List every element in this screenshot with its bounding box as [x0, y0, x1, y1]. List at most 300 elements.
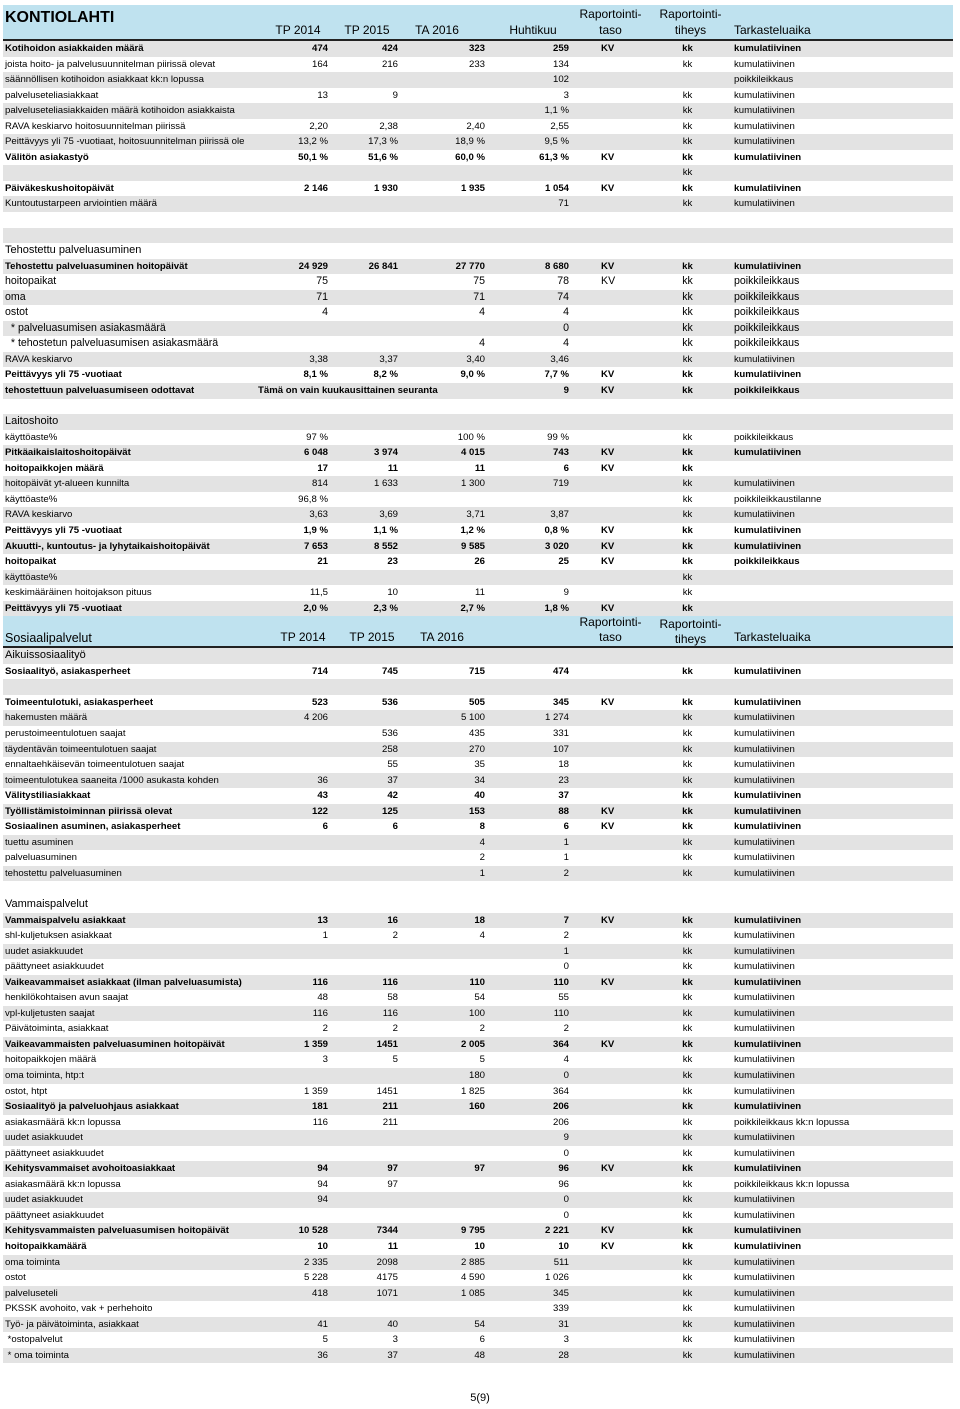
table-row — [3, 866, 953, 882]
row-label: käyttöaste% — [5, 431, 58, 443]
value-tp2015: 116 — [382, 976, 398, 988]
value-current: 9 — [563, 1132, 569, 1144]
column-header-y4: Huhtikuu — [509, 23, 557, 37]
table-row — [3, 1317, 953, 1333]
reporting-frequency: kk — [682, 852, 693, 864]
table-row — [3, 1084, 953, 1100]
review-period: kumulatiivinen — [734, 712, 795, 724]
value-tp2015: 6 — [392, 821, 398, 833]
value-tp2014: 11,5 — [310, 587, 328, 599]
table-row — [3, 1239, 953, 1255]
value-current: 37 — [558, 790, 569, 802]
reporting-frequency: kk — [682, 1132, 693, 1144]
reporting-level: KV — [601, 914, 615, 926]
value-tp2015: 3 974 — [373, 447, 398, 459]
review-period: kumulatiivinen — [734, 696, 802, 708]
reporting-frequency: kk — [682, 961, 693, 973]
value-ta2016: 54 — [474, 992, 485, 1004]
reporting-frequency: kk — [682, 1194, 693, 1206]
row-label: joista hoito- ja palvelusuunnitelman piirissä olevat — [5, 58, 216, 70]
value-tp2015: 216 — [381, 58, 398, 70]
value-current: 9,5 % — [544, 136, 569, 148]
value-tp2015: 8,2 % — [373, 369, 398, 381]
value-ta2016: 34 — [474, 774, 485, 786]
value-tp2014: 122 — [311, 805, 328, 817]
value-tp2014: 8,1 % — [303, 369, 328, 381]
value-ta2016: 2 — [479, 1023, 485, 1035]
review-period: kumulatiivinen — [734, 540, 802, 552]
reporting-level: KV — [601, 43, 615, 54]
value-tp2015: 3,37 — [379, 353, 398, 365]
reporting-frequency: kk — [682, 105, 693, 117]
value-tp2015: 51,6 % — [368, 151, 398, 163]
table-row — [3, 1146, 953, 1162]
row-label: Tehostettu palveluasuminen hoitopäivät — [5, 260, 188, 272]
value-ta2016: 18,9 % — [455, 136, 485, 148]
review-period: poikkileikkaus — [734, 306, 800, 319]
row-label: PKSSK avohoito, vak + perhehoito — [5, 1303, 153, 1315]
reporting-level: KV — [601, 602, 615, 614]
row-label: * oma toiminta — [5, 1349, 69, 1361]
table-row — [3, 1223, 953, 1239]
review-period: kumulatiivinen — [734, 369, 802, 381]
reporting-frequency: kk — [682, 1007, 693, 1019]
table-row — [3, 72, 953, 88]
value-tp2014: 43 — [317, 790, 328, 802]
reporting-frequency: kk — [682, 151, 693, 163]
row-label: perustoimeentulotuen saajat — [5, 727, 126, 739]
value-current: 0,8 % — [544, 524, 569, 536]
value-tp2014: 814 — [311, 478, 328, 490]
table-row — [3, 367, 953, 383]
reporting-level: KV — [601, 182, 615, 194]
value-tp2014: 36 — [317, 1349, 328, 1361]
column-header-period: Tarkasteluaika — [734, 630, 811, 645]
table-row — [3, 445, 953, 461]
value-tp2015: 1,1 % — [373, 524, 398, 536]
reporting-frequency: kk — [682, 774, 693, 786]
table-row — [3, 585, 953, 601]
review-period: poikkileikkaustilanne — [734, 493, 822, 505]
table-row — [3, 228, 953, 244]
column-header-y2: TP 2015 — [349, 630, 395, 645]
row-label: ostot, htpt — [5, 1085, 48, 1097]
review-period: kumulatiivinen — [734, 821, 802, 833]
row-label: hoitopaikkojen määrä — [5, 462, 104, 474]
value-tp2015: 17,3 % — [368, 136, 398, 148]
table-row — [3, 430, 953, 446]
value-current: 4 — [563, 1054, 569, 1066]
value-current: 6 — [563, 462, 569, 474]
review-period: kumulatiivinen — [734, 930, 795, 942]
value-tp2015: 97 — [387, 1178, 398, 1190]
value-ta2016: 4 — [479, 836, 485, 848]
value-tp2014: 3,38 — [309, 353, 328, 365]
value-current: 7,7 % — [544, 369, 569, 381]
table-row — [3, 835, 953, 851]
value-ta2016: 2 885 — [460, 1256, 485, 1268]
reporting-frequency: kk — [682, 759, 693, 771]
value-tp2014: 3,63 — [309, 509, 328, 521]
value-tp2014: 2,20 — [309, 120, 328, 132]
reporting-frequency: kk — [682, 1349, 693, 1361]
row-label: täydentävän toimeentulotuen saajat — [5, 743, 157, 755]
value-current: 1 — [563, 945, 569, 957]
value-current: 2 221 — [544, 1225, 569, 1237]
column-header-y2: TP 2015 — [344, 23, 390, 37]
value-tp2015: 5 — [392, 1054, 398, 1066]
row-label: ostot — [5, 306, 28, 319]
table-row — [3, 1006, 953, 1022]
review-period: kumulatiivinen — [734, 1194, 795, 1206]
value-tp2015: 2098 — [376, 1256, 398, 1268]
review-period: kumulatiivinen — [734, 914, 802, 926]
value-tp2015: 1 633 — [373, 478, 398, 490]
value-ta2016: 35 — [474, 759, 485, 771]
value-tp2015: 10 — [387, 587, 398, 599]
table-row — [3, 103, 953, 119]
row-label: Toimeentulotuki, asiakasperheet — [5, 696, 154, 708]
review-period: poikkileikkaus — [734, 290, 800, 303]
review-period: kumulatiivinen — [734, 1318, 795, 1330]
value-tp2015: 97 — [387, 1163, 398, 1175]
value-tp2015: 1451 — [376, 1085, 398, 1097]
review-period: kumulatiivinen — [734, 151, 802, 163]
reporting-level: KV — [601, 524, 615, 536]
row-label: säännöllisen kotihoidon asiakkaat kk:n lopussa — [5, 74, 204, 86]
table-row — [3, 710, 953, 726]
reporting-frequency: kk — [682, 1070, 693, 1081]
value-current: 25 — [558, 556, 569, 568]
table-header — [3, 616, 953, 648]
reporting-frequency: kk — [682, 58, 693, 70]
value-ta2016: 100 — [468, 1007, 485, 1019]
value-ta2016: 4 — [479, 306, 485, 319]
row-label: hakemusten määrä — [5, 712, 88, 724]
value-tp2014: 13 — [317, 89, 328, 101]
table-row — [3, 1286, 953, 1302]
value-current: 71 — [558, 198, 569, 210]
value-current: 18 — [558, 759, 569, 771]
review-period: kumulatiivinen — [734, 524, 802, 536]
value-tp2014: 17 — [317, 462, 328, 474]
value-tp2015: 745 — [381, 665, 398, 677]
reporting-level: KV — [601, 1163, 615, 1175]
table-row — [3, 1348, 953, 1364]
reporting-level: KV — [601, 385, 615, 397]
value-current: 2 — [563, 930, 569, 942]
table-row — [3, 570, 953, 586]
value-tp2015: 55 — [387, 759, 398, 771]
value-tp2015: 1 930 — [373, 182, 398, 194]
reporting-level: KV — [601, 369, 615, 381]
table-header — [3, 5, 953, 41]
value-current: 1,1 % — [544, 105, 569, 117]
row-label: ostot — [5, 1272, 26, 1284]
row-label: Kehitysvammaisten palveluasumisen hoitopäivät — [5, 1225, 229, 1237]
table-row — [3, 850, 953, 866]
value-ta2016: 233 — [468, 58, 485, 70]
review-period: kumulatiivinen — [734, 353, 795, 365]
elderly-care-block — [3, 5, 953, 616]
row-label: Laitoshoito — [5, 415, 59, 428]
value-tp2014: 3 — [322, 1054, 328, 1066]
value-ta2016: 435 — [468, 727, 485, 739]
row-label: uudet asiakkuudet — [5, 945, 83, 957]
table-row — [3, 290, 953, 306]
review-period: kumulatiivinen — [734, 198, 795, 210]
review-period: kumulatiivinen — [734, 1256, 795, 1268]
table-row — [3, 773, 953, 789]
table-row — [3, 305, 953, 321]
review-period: kumulatiivinen — [734, 805, 802, 817]
value-ta2016: 75 — [473, 275, 485, 288]
reporting-frequency: kk — [682, 182, 693, 194]
reporting-frequency: kk — [682, 1023, 693, 1035]
value-current: 1,8 % — [544, 602, 569, 614]
review-period: kumulatiivinen — [734, 136, 795, 148]
table-row — [3, 804, 953, 820]
value-tp2014: 6 — [322, 821, 328, 833]
reporting-level: KV — [601, 556, 615, 568]
value-ta2016: 110 — [469, 976, 485, 988]
value-tp2014: 10 — [317, 1241, 328, 1253]
value-current: 345 — [552, 696, 569, 708]
reporting-frequency: kk — [682, 914, 693, 926]
table-row — [3, 383, 953, 399]
column-header-y1: TP 2014 — [275, 23, 321, 37]
table-row — [3, 352, 953, 368]
review-period: poikkileikkaus — [734, 385, 800, 397]
review-period: poikkileikkaus — [734, 337, 800, 350]
value-ta2016: 5 — [479, 1054, 485, 1066]
value-ta2016: 2,7 % — [460, 602, 485, 614]
value-ta2016: 27 770 — [455, 260, 485, 272]
row-label: Sosiaalinen asuminen, asiakasperheet — [5, 821, 181, 833]
review-period: kumulatiivinen — [734, 1163, 802, 1175]
row-label: tehostettuun palveluasumiseen odottavat — [5, 385, 195, 397]
table-row — [3, 990, 953, 1006]
table-row — [3, 476, 953, 492]
value-current: 6 — [563, 821, 569, 833]
value-current: 0 — [563, 1070, 569, 1081]
reporting-frequency: kk — [682, 1147, 693, 1159]
review-period: kumulatiivinen — [734, 1023, 795, 1035]
row-label: Peittävyys yli 75 -vuotiaat — [5, 369, 122, 381]
reporting-frequency: kk — [682, 1163, 693, 1175]
row-label: henkilökohtaisen avun saajat — [5, 992, 129, 1004]
reporting-frequency: kk — [682, 1101, 693, 1113]
value-tp2014: 97 % — [306, 431, 328, 443]
value-current: 331 — [552, 727, 569, 739]
review-period: kumulatiivinen — [734, 665, 802, 677]
table-row — [3, 196, 953, 212]
value-tp2015: 16 — [387, 914, 398, 926]
row-label: toimeentulotukea saaneita /1000 asukasta kohden — [5, 774, 219, 786]
column-header-level-2: taso — [599, 630, 622, 645]
value-ta2016: 505 — [468, 696, 485, 708]
value-current: 1 054 — [544, 182, 569, 194]
row-label: Vammaispalvelu asiakkaat — [5, 914, 126, 926]
value-tp2014: 4 — [322, 306, 328, 319]
row-label: * tehostetun palveluasumisen asiakasmäärä — [5, 337, 219, 350]
value-current: 1 — [563, 836, 569, 848]
value-tp2014: 7 653 — [303, 540, 328, 552]
review-period: kumulatiivinen — [734, 852, 795, 864]
table-row — [3, 1052, 953, 1068]
column-header-level: Raportointi- — [579, 615, 642, 630]
reporting-frequency: kk — [682, 120, 693, 132]
value-tp2014: 13,2 % — [298, 136, 328, 148]
value-current: 2 — [563, 867, 569, 879]
value-current: 74 — [557, 290, 569, 303]
table-row — [3, 461, 953, 477]
table-row — [3, 150, 953, 166]
reporting-level: KV — [601, 1225, 615, 1237]
row-label: Sosiaalityö, asiakasperheet — [5, 665, 131, 677]
table-row — [3, 679, 953, 695]
reporting-level: KV — [601, 151, 615, 163]
review-period: kumulatiivinen — [734, 120, 795, 132]
value-tp2015: 58 — [387, 992, 398, 1004]
row-note: Tämä on vain kuukausittainen seuranta — [258, 385, 438, 397]
row-label: hoitopäivät yt-alueen kunnilta — [5, 478, 130, 490]
table-row — [3, 881, 953, 897]
review-period: kumulatiivinen — [734, 478, 795, 490]
value-tp2014: 116 — [312, 1007, 328, 1019]
reporting-frequency: kk — [682, 167, 693, 179]
reporting-frequency: kk — [682, 524, 693, 536]
table-row — [3, 134, 953, 150]
value-tp2015: 424 — [381, 43, 398, 54]
row-label: Akuutti-, kuntoutus- ja lyhytaikaishoitopäivät — [5, 540, 210, 552]
review-period: kumulatiivinen — [734, 1349, 795, 1361]
reporting-frequency: kk — [682, 275, 693, 288]
table-row — [3, 913, 953, 929]
reporting-frequency: kk — [682, 867, 693, 879]
review-period: kumulatiivinen — [734, 1085, 795, 1097]
review-period: kumulatiivinen — [734, 260, 802, 272]
value-current: 3 020 — [544, 540, 569, 552]
row-label: *ostopalvelut — [5, 1334, 63, 1346]
row-label: shl-kuljetuksen asiakkaat — [5, 930, 112, 942]
reporting-level: KV — [601, 275, 616, 288]
value-tp2014: 714 — [311, 665, 328, 677]
row-label: Vaikeavammaisten palveluasuminen hoitopäivät — [5, 1038, 225, 1050]
row-label: Peittävyys yli 75 -vuotiaat — [5, 602, 122, 614]
row-label: palveluseteliasiakkaat — [5, 89, 99, 101]
table-row — [3, 944, 953, 960]
review-period: kumulatiivinen — [734, 1303, 795, 1315]
value-current: 110 — [553, 1007, 569, 1019]
table-row — [3, 274, 953, 290]
table-row — [3, 41, 953, 57]
value-ta2016: 18 — [474, 914, 485, 926]
reporting-frequency: kk — [682, 743, 693, 755]
value-current: 28 — [558, 1349, 569, 1361]
review-period: kumulatiivinen — [734, 509, 795, 521]
reporting-level: KV — [601, 260, 615, 272]
value-current: 511 — [553, 1256, 569, 1268]
value-tp2015: 11 — [387, 1241, 398, 1253]
value-tp2014: 116 — [312, 976, 328, 988]
reporting-frequency: kk — [682, 712, 693, 724]
value-current: 134 — [552, 58, 569, 70]
value-tp2015: 37 — [387, 1349, 398, 1361]
value-tp2014: 1,9 % — [303, 524, 328, 536]
value-tp2015: 258 — [381, 743, 398, 755]
reporting-frequency: kk — [682, 353, 693, 365]
table-row — [3, 788, 953, 804]
reporting-frequency: kk — [682, 587, 693, 599]
reporting-frequency: kk — [682, 43, 693, 54]
reporting-frequency: kk — [682, 992, 693, 1004]
value-tp2015: 211 — [382, 1116, 398, 1128]
value-current: 107 — [552, 743, 569, 755]
reporting-frequency: kk — [682, 945, 693, 957]
table-row — [3, 664, 953, 680]
review-period: poikkileikkaus — [734, 556, 800, 568]
column-header-level: Raportointi- — [579, 7, 642, 21]
value-current: 259 — [552, 43, 569, 54]
value-ta2016: 4 015 — [460, 447, 485, 459]
value-tp2014: 36 — [317, 774, 328, 786]
section-title: KONTIOLAHTI — [5, 9, 115, 26]
review-period: kumulatiivinen — [734, 58, 795, 70]
review-period: kumulatiivinen — [734, 1225, 802, 1237]
review-period: kumulatiivinen — [734, 727, 795, 739]
row-label: hoitopaikat — [5, 556, 57, 568]
reporting-frequency: kk — [682, 462, 693, 474]
reporting-level: KV — [601, 805, 615, 817]
row-label: Kuntoutustarpeen arviointien määrä — [5, 198, 157, 210]
row-label: Työllistämistoiminnan piirissä olevat — [5, 805, 173, 817]
review-period: kumulatiivinen — [734, 759, 795, 771]
value-current: 2 — [563, 1023, 569, 1035]
value-tp2015: 125 — [381, 805, 398, 817]
value-ta2016: 1 300 — [460, 478, 485, 490]
value-tp2015: 2,38 — [379, 120, 398, 132]
value-tp2014: 50,1 % — [298, 151, 328, 163]
value-tp2014: 1 — [322, 930, 328, 942]
review-period: kumulatiivinen — [734, 976, 802, 988]
value-ta2016: 26 — [474, 556, 485, 568]
table-row — [3, 975, 953, 991]
value-current: 102 — [552, 74, 569, 86]
value-tp2015: 42 — [387, 790, 398, 802]
value-tp2015: 4175 — [376, 1272, 398, 1284]
value-tp2014: 418 — [311, 1287, 328, 1299]
value-current: 88 — [558, 805, 569, 817]
table-row — [3, 523, 953, 539]
reporting-frequency: kk — [682, 540, 693, 552]
row-label: Sosiaalityö ja palveluohjaus asiakkaat — [5, 1101, 179, 1113]
row-label: ennaltaehkäisevän toimeentulotuen saajat — [5, 759, 185, 771]
report-sheet — [3, 5, 953, 1363]
value-ta2016: 4 — [479, 337, 485, 350]
review-period: kumulatiivinen — [734, 182, 802, 194]
row-label: * palveluasumisen asiakasmäärä — [5, 321, 166, 334]
table-row — [3, 726, 953, 742]
value-tp2014: 94 — [317, 1194, 328, 1206]
value-ta2016: 1 935 — [460, 182, 485, 194]
value-current: 1 — [563, 852, 569, 864]
value-current: 0 — [563, 1209, 569, 1221]
value-current: 0 — [563, 1147, 569, 1159]
value-current: 55 — [558, 992, 569, 1004]
value-tp2015: 536 — [381, 696, 398, 708]
value-current: 8 680 — [544, 260, 569, 272]
